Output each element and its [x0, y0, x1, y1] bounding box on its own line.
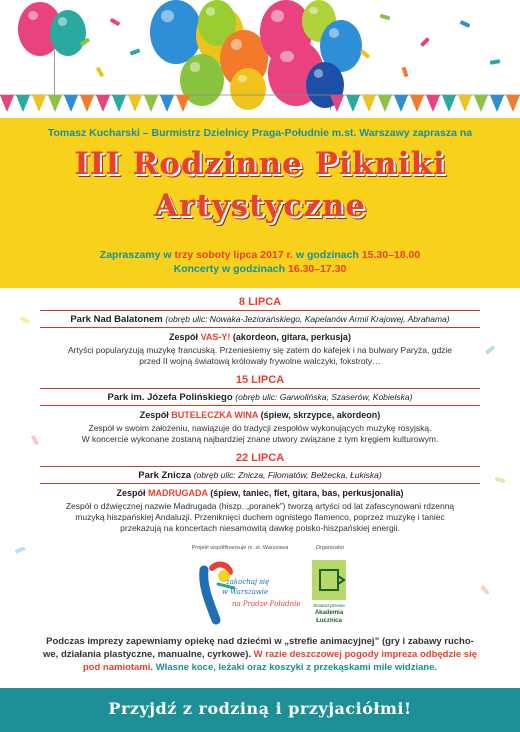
confetti	[380, 14, 391, 20]
divider	[40, 466, 480, 467]
organizer-text: Łucznica	[316, 618, 342, 624]
confetti	[130, 48, 141, 55]
sponsor-text: na Pradze Południe	[232, 600, 301, 608]
confetti	[360, 49, 370, 58]
confetti	[490, 59, 501, 65]
band-prefix: Zespół	[116, 488, 149, 498]
desc-line: muzyką hiszpańskiej Andaluzji. Przeniknięci duchem ognistego flamenco, poprzez muzykę i taniec	[75, 512, 445, 522]
event-venue	[0, 470, 520, 481]
slogan: Przyjdź z rodziną i przyjaciółmi!	[108, 699, 412, 718]
balloon-header	[0, 0, 520, 120]
event-band	[0, 332, 520, 342]
event-description	[50, 501, 470, 534]
sponsor-label: Projekt współfinansuje m. st. Warszawa	[191, 545, 289, 551]
band-instruments: (akordeon, gitara, perkusja)	[230, 332, 351, 342]
sponsor-text: zakochaj się	[226, 578, 270, 586]
park-name: Park Znicza	[138, 470, 192, 481]
balloon-teal	[50, 10, 86, 56]
event-date: 22 LIPCA	[235, 452, 285, 464]
confetti	[31, 435, 39, 446]
park-name: Park im. Józefa Polińskiego	[107, 392, 233, 403]
concert-prefix: Koncerty w godzinach	[173, 263, 288, 275]
invite-highlight: trzy soboty lipca 2017 r.	[174, 249, 293, 261]
bunting-flags	[0, 92, 520, 120]
organizer-text: Stowarzyszenie	[313, 603, 345, 608]
rain-text: pod namiotami.	[82, 662, 154, 673]
desc-line: przed II wojną światową królowały frywolne walczyki, fokstroty…	[139, 356, 381, 366]
band-prefix: Zespół	[139, 410, 172, 420]
band-instruments: (śpiew, skrzypce, akordeon)	[258, 410, 381, 420]
event-date: 15 LIPCA	[235, 374, 285, 386]
organizer-line: Tomasz Kucharski – Burmistrz Dzielnicy Praga-Południe m.st. Warszawy zaprasza na	[47, 127, 473, 139]
invite-schedule	[0, 249, 520, 261]
band-instruments: (śpiew, taniec, flet, gitara, bas, perkusjonalia)	[207, 488, 404, 498]
divider	[40, 327, 480, 328]
confetti	[480, 585, 489, 595]
event-venue	[0, 392, 520, 403]
confetti	[420, 37, 430, 47]
confetti	[401, 67, 408, 78]
care-text: Podczas imprezy zapewniamy opiekę nad dziećmi w „strefie animacyjnej” (gry i zabawy rucho-	[46, 636, 474, 647]
concert-schedule	[0, 263, 520, 275]
confetti	[460, 20, 471, 28]
invite-mid: w godzinach	[292, 249, 362, 261]
confetti	[110, 18, 121, 26]
band-name: VAS-Y!	[200, 332, 231, 342]
desc-line: przekazują na koncertach niesamowitą dawkę polsko-hiszpańskiej energii.	[120, 523, 400, 533]
divider	[40, 483, 480, 484]
desc-line: Zespół w swoim założeniu, nawiązuje do tradycji zespołów wykonujących muzykę rosyjską.	[88, 423, 432, 433]
event-band	[0, 488, 520, 498]
organizer-text: Akademia	[314, 610, 344, 616]
park-name: Park Nad Balatonem	[70, 314, 163, 325]
organizer-label: Organizator	[315, 545, 345, 551]
event-band	[0, 410, 520, 420]
event-description	[50, 345, 470, 367]
event-date: 8 LIPCA	[238, 296, 282, 308]
event-title-line2: Artystyczne	[153, 188, 367, 224]
sponsor-text: w Warszawie	[222, 588, 269, 596]
park-address: (obręb ulic: Znicza, Filomatów, Bełżecka, Łukiska)	[193, 470, 382, 480]
confetti	[96, 67, 104, 78]
confetti	[485, 345, 495, 354]
event-description	[50, 423, 470, 445]
park-address: (obręb ulic: Garwolińska, Szaserów, Kobielska)	[235, 392, 413, 402]
desc-line: Artyści popularyzują muzykę francuską. Przeniesiemy się zatem do kafejek i na bulwary Paryża, gdzie	[67, 345, 453, 355]
desc-line: W koncercie wykonane zostaną najbardziej znane utwory związane z tym kręgiem kulturowym.	[81, 434, 439, 444]
info-paragraph	[20, 635, 500, 674]
bring-text: Własne koce, leżaki oraz koszyki z przekąskami mile widziane.	[153, 662, 438, 673]
invite-hours: 15.30–18.00	[361, 249, 421, 261]
desc-line: Zespół o dźwięcznej nazwie Madrugada (hiszp. „poranek”) tworzą artyści od lat zafascynowani rdzenną	[65, 501, 455, 511]
band-prefix: Zespół	[169, 332, 201, 342]
care-text: we, działania plastyczne, manualne, cyrkowe).	[43, 649, 254, 660]
event-venue	[0, 314, 520, 325]
concert-hours: 16.30–17.30	[287, 263, 347, 275]
invite-prefix: Zapraszamy w	[99, 249, 175, 261]
band-name: BUTELECZKA WINA	[171, 410, 259, 420]
divider	[40, 310, 480, 311]
slogan-banner	[0, 688, 520, 732]
divider	[40, 405, 480, 406]
event-title-line1: III Rodzinne Pikniki	[74, 146, 446, 182]
band-name: MADRUGADA	[148, 488, 208, 498]
rain-text: W razie deszczowej pogody impreza odbędzie się	[253, 649, 477, 660]
park-address: (obręb ulic: Nowaka-Jeziorańskiego, Kapelanów Armii Krajowej, Abrahama)	[165, 314, 450, 324]
confetti	[15, 546, 26, 553]
divider	[40, 388, 480, 389]
